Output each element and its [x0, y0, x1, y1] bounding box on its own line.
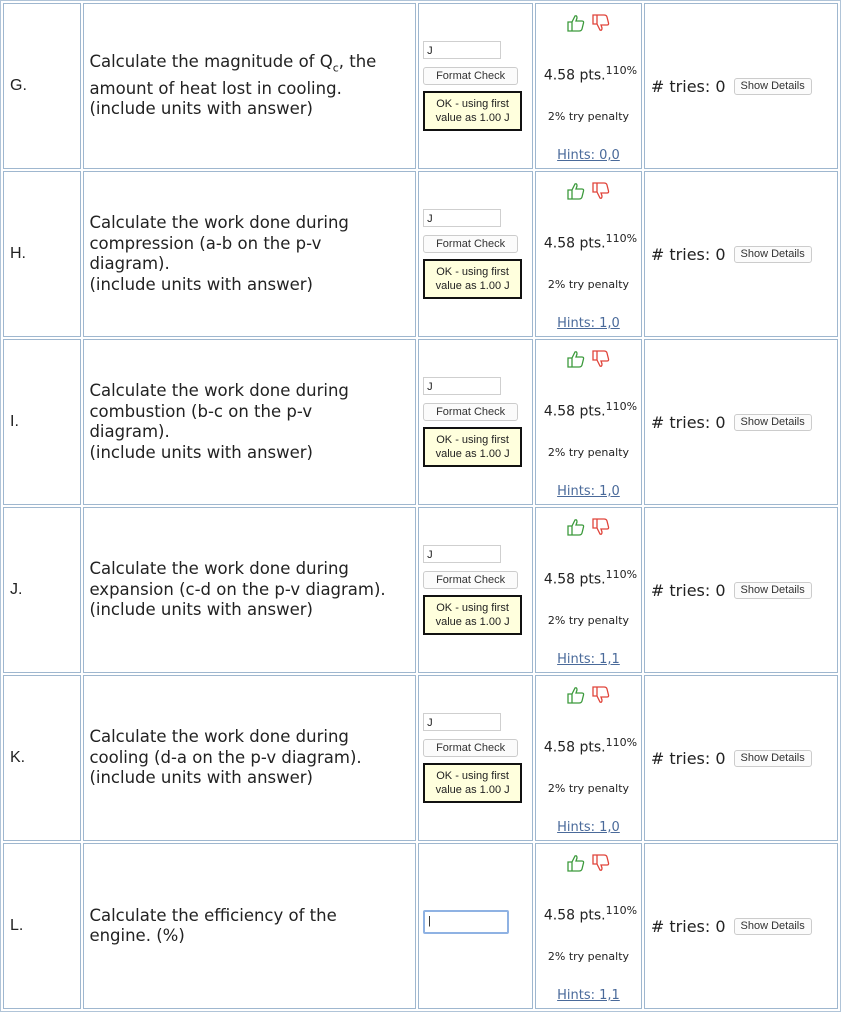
tries-count: # tries: 0: [650, 580, 726, 600]
show-details-button[interactable]: Show Details: [734, 582, 812, 599]
points-cell: [535, 339, 642, 505]
points-cell: [535, 3, 642, 169]
ok-text: value as 1.00 J: [435, 616, 510, 628]
format-check-result: [423, 91, 522, 131]
question-row-h: [3, 171, 838, 337]
points-percent: 110%: [605, 400, 638, 413]
question-line: (include units with answer): [89, 442, 313, 462]
thumbs-up-icon[interactable]: [566, 349, 586, 369]
question-row-k: [3, 675, 838, 841]
tries-count: # tries: 0: [650, 76, 726, 96]
question-text: [83, 675, 416, 841]
question-line: diagram).: [89, 254, 170, 273]
try-penalty: 2% try penalty: [547, 278, 630, 291]
question-text: [83, 171, 416, 337]
hints-link[interactable]: Hints: 1,0: [557, 316, 620, 331]
thumbs-down-icon[interactable]: [591, 853, 611, 873]
format-check-result: [423, 763, 522, 803]
question-row-l: [3, 843, 838, 1009]
hints-link[interactable]: Hints: 1,1: [557, 988, 620, 1003]
question-subscript: c: [332, 61, 339, 75]
format-check-button[interactable]: Format Check: [423, 235, 518, 253]
show-details-button[interactable]: Show Details: [734, 246, 812, 263]
points-value: [540, 400, 641, 420]
question-line: compression (a-b on the p-v: [89, 233, 322, 253]
question-text: [83, 507, 416, 673]
ok-text: value as 1.00 J: [435, 112, 510, 124]
answer-input[interactable]: J: [423, 209, 501, 227]
question-letter: K.: [3, 675, 81, 841]
points-text: 4.58 pts.: [543, 67, 606, 84]
show-details-button[interactable]: Show Details: [734, 750, 812, 767]
points-cell: [535, 507, 642, 673]
points-percent: 110%: [605, 568, 638, 581]
question-letter: J.: [3, 507, 81, 673]
points-text: 4.58 pts.: [543, 571, 606, 588]
thumbs-down-icon[interactable]: [591, 349, 611, 369]
try-penalty: 2% try penalty: [547, 950, 630, 963]
question-line: Calculate the work done during: [89, 213, 349, 232]
format-check-button[interactable]: Format Check: [423, 403, 518, 421]
tries-cell: [644, 339, 838, 505]
try-penalty: 2% try penalty: [547, 614, 630, 627]
question-line: engine. (%): [89, 926, 185, 945]
answer-input[interactable]: |: [423, 910, 509, 934]
question-line: Calculate the magnitude of Q: [89, 52, 333, 72]
show-details-button[interactable]: Show Details: [734, 918, 812, 935]
show-details-button[interactable]: Show Details: [734, 414, 812, 431]
question-line: amount of heat lost in cooling.: [89, 78, 342, 98]
answer-input[interactable]: J: [423, 41, 501, 59]
question-letter: I.: [3, 339, 81, 505]
try-penalty: 2% try penalty: [547, 110, 630, 123]
tries-cell: [644, 171, 838, 337]
answer-input[interactable]: J: [423, 377, 501, 395]
points-text: 4.58 pts.: [543, 907, 606, 924]
try-penalty: 2% try penalty: [547, 446, 630, 459]
question-text: [83, 843, 416, 1009]
answer-input[interactable]: J: [423, 545, 501, 563]
question-line-suffix: , the: [338, 52, 377, 72]
ok-text: OK - using first: [436, 602, 509, 614]
ok-text: value as 1.00 J: [435, 784, 510, 796]
points-value: [540, 64, 641, 84]
format-check-button[interactable]: Format Check: [423, 739, 518, 757]
question-letter: H.: [3, 171, 81, 337]
answer-cell: [418, 675, 533, 841]
ok-text: OK - using first: [436, 770, 509, 782]
question-line: (include units with answer): [89, 274, 313, 294]
question-line: Calculate the work done during: [89, 559, 349, 579]
points-percent: 110%: [605, 904, 638, 917]
question-text: [83, 339, 416, 505]
points-percent: 110%: [605, 736, 638, 749]
format-check-result: [423, 427, 522, 467]
thumbs-up-icon[interactable]: [566, 853, 586, 873]
question-line: (include units with answer): [89, 99, 313, 119]
tries-cell: [644, 3, 838, 169]
thumbs-down-icon[interactable]: [591, 13, 611, 33]
thumbs-down-icon[interactable]: [591, 517, 611, 537]
points-percent: 110%: [605, 232, 638, 245]
answer-cell: [418, 171, 533, 337]
question-line: expansion (c-d on the p-v diagram).: [89, 579, 386, 599]
try-penalty: 2% try penalty: [547, 782, 630, 795]
question-row-g: [3, 3, 838, 169]
thumbs-up-icon[interactable]: [566, 685, 586, 705]
answer-cell: [418, 843, 533, 1009]
hints-link[interactable]: Hints: 0,0: [557, 148, 620, 163]
points-value: [540, 568, 641, 588]
answer-cell: [418, 339, 533, 505]
thumbs-up-icon[interactable]: [566, 13, 586, 33]
points-value: [540, 904, 641, 924]
format-check-result: [423, 595, 522, 635]
question-line: Calculate the work done during: [89, 727, 349, 747]
question-line: (include units with answer): [89, 768, 313, 788]
ok-text: OK - using first: [436, 98, 509, 110]
question-letter: G.: [3, 3, 81, 169]
points-text: 4.58 pts.: [543, 235, 606, 252]
tries-count: # tries: 0: [650, 748, 726, 768]
answer-input[interactable]: J: [423, 713, 501, 731]
answer-cell: [418, 507, 533, 673]
tries-count: # tries: 0: [650, 412, 726, 432]
hints-link[interactable]: Hints: 1,0: [557, 820, 620, 835]
points-cell: [535, 843, 642, 1009]
hints-link[interactable]: Hints: 1,1: [557, 652, 620, 667]
answer-cell: [418, 3, 533, 169]
points-percent: 110%: [605, 64, 638, 77]
points-cell: [535, 171, 642, 337]
question-letter: L.: [3, 843, 81, 1009]
hints-link[interactable]: Hints: 1,0: [557, 484, 620, 499]
format-check-result: [423, 259, 522, 299]
points-text: 4.58 pts.: [543, 739, 606, 756]
question-line: Calculate the efficiency of the: [89, 905, 337, 925]
question-line: combustion (b-c on the p-v: [89, 401, 313, 421]
tries-cell: [644, 675, 838, 841]
question-line: Calculate the work done during: [89, 381, 349, 400]
points-cell: [535, 675, 642, 841]
thumbs-down-icon[interactable]: [591, 685, 611, 705]
points-text: 4.58 pts.: [543, 403, 606, 420]
points-value: [540, 232, 641, 252]
format-check-button[interactable]: Format Check: [423, 67, 518, 85]
ok-text: value as 1.00 J: [435, 280, 510, 292]
tries-count: # tries: 0: [650, 244, 726, 264]
thumbs-up-icon[interactable]: [566, 181, 586, 201]
ok-text: value as 1.00 J: [435, 448, 510, 460]
tries-cell: [644, 507, 838, 673]
question-row-i: [3, 339, 838, 505]
thumbs-up-icon[interactable]: [566, 517, 586, 537]
ok-text: OK - using first: [436, 434, 509, 446]
format-check-button[interactable]: Format Check: [423, 571, 518, 589]
show-details-button[interactable]: Show Details: [734, 78, 812, 95]
question-line: (include units with answer): [89, 600, 313, 620]
ok-text: OK - using first: [436, 266, 509, 278]
question-text: [83, 3, 416, 169]
question-line: diagram).: [89, 422, 170, 441]
question-row-j: [3, 507, 838, 673]
tries-cell: [644, 843, 838, 1009]
question-line: cooling (d-a on the p-v diagram).: [89, 747, 362, 767]
thumbs-down-icon[interactable]: [591, 181, 611, 201]
tries-count: # tries: 0: [650, 916, 726, 936]
points-value: [540, 736, 641, 756]
